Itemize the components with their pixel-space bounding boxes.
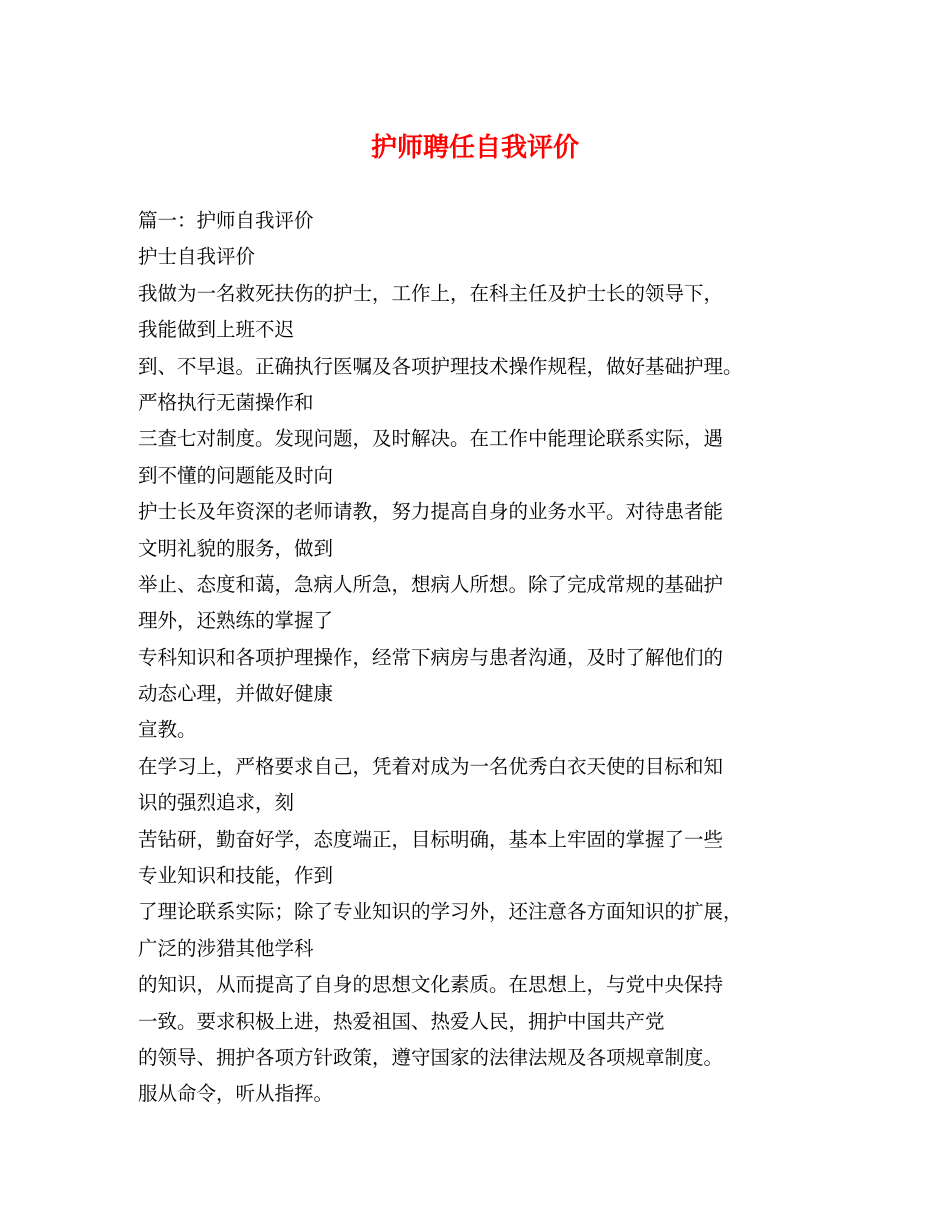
text-line: 我做为一名救死扶伤的护士，工作上，在科主任及护士长的领导下， — [138, 281, 724, 305]
text-line: 动态心理，并做好健康 — [138, 682, 334, 706]
text-line: 到、不早退。正确执行医嘱及各项护理技术操作规程，做好基础护理。 — [138, 354, 743, 378]
text-line: 我能做到上班不迟 — [138, 318, 295, 342]
text-line: 专科知识和各项护理操作，经常下病房与患者沟通，及时了解他们的 — [138, 645, 724, 669]
text-line: 的知识，从而提高了自身的思想文化素质。在思想上，与党中央保持 — [138, 973, 724, 997]
text-line: 识的强烈追求，刻 — [138, 791, 295, 815]
text-line: 苦钻研，勤奋好学，态度端正，目标明确，基本上牢固的掌握了一些 — [138, 827, 724, 851]
text-line: 篇一：护师自我评价 — [138, 209, 314, 232]
text-line: 理外，还熟练的掌握了 — [138, 609, 334, 633]
text-line: 一致。要求积极上进，热爱祖国、热爱人民，拥护中国共产党 — [138, 1009, 665, 1033]
text-line: 宣教。 — [138, 718, 197, 742]
text-line: 三查七对制度。发现问题，及时解决。在工作中能理论联系实际，遇 — [138, 427, 724, 451]
text-line: 文明礼貌的服务，做到 — [138, 536, 334, 560]
text-line: 服从命令，听从指挥。 — [138, 1082, 334, 1106]
text-line: 的领导、拥护各项方针政策，遵守国家的法律法规及各项规章制度。 — [138, 1045, 724, 1069]
document-body — [138, 203, 838, 1113]
text-line: 广泛的涉猎其他学科 — [138, 936, 314, 960]
text-line: 严格执行无菌操作和 — [138, 390, 314, 414]
text-line: 举止、态度和蔼，急病人所急，想病人所想。除了完成常规的基础护 — [138, 572, 724, 596]
text-line: 护士自我评价 — [138, 245, 256, 269]
text-line: 护士长及年资深的老师请教，努力提高自身的业务水平。对待患者能 — [138, 500, 724, 524]
document-title: 护师聘任自我评价 — [370, 133, 579, 163]
text-line: 到不懂的问题能及时向 — [138, 463, 334, 487]
text-line: 在学习上，严格要求自己，凭着对成为一名优秀白衣天使的目标和知 — [138, 754, 724, 778]
text-line: 了理论联系实际；除了专业知识的学习外，还注意各方面知识的扩展， — [138, 900, 743, 924]
text-line: 专业知识和技能，作到 — [138, 864, 334, 888]
